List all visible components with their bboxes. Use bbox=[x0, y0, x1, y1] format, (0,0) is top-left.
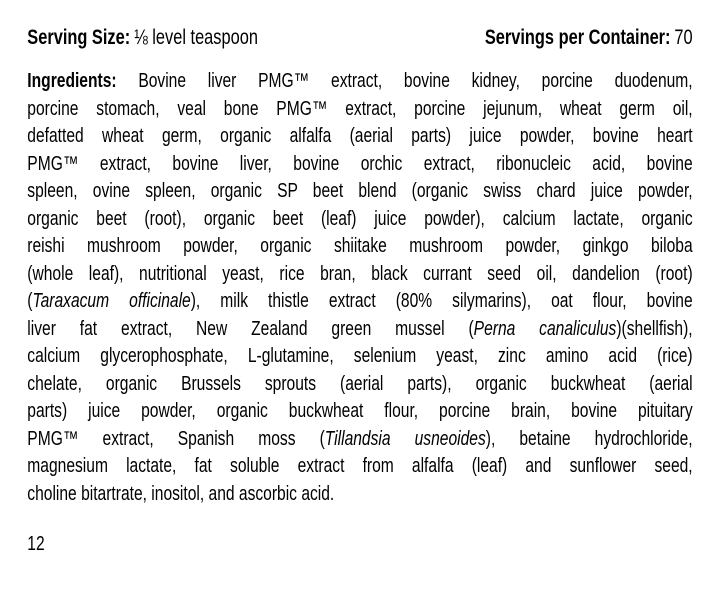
supplement-label bbox=[0, 27, 720, 556]
ingredients-line: (whole leaf), nutritional yeast, rice bran, black currant seed oil, dandelion (root) bbox=[27, 262, 693, 285]
servings-per-container-label: Servings per Container: bbox=[484, 26, 671, 49]
ingredients-line: Ingredients: Bovine liver PMG™ extract, bovine kidney, porcine duodenum, bbox=[27, 70, 693, 92]
ingredients-line: spleen, ovine spleen, organic SP beet blend (organic swiss chard juice powder, bbox=[27, 180, 693, 202]
serving-size-value: ⅛ level teaspoon bbox=[134, 26, 258, 49]
ingredients-line: magnesium lactate, fat soluble extract from alfalfa (leaf) and sunflower seed, bbox=[27, 455, 693, 477]
ingredients-line: (Taraxacum officinale), milk thistle extract (80% silymarins), oat flour, bovine bbox=[27, 290, 693, 312]
ingredients-line: choline bitartrate, inositol, and ascorbic acid. bbox=[27, 482, 335, 505]
ingredients-line: parts) juice powder, organic buckwheat flour, porcine brain, bovine pituitary bbox=[27, 400, 693, 422]
ingredients-line: porcine stomach, veal bone PMG™ extract, porcine jejunum, wheat germ oil, bbox=[27, 97, 693, 120]
serving-size-label: Serving Size: bbox=[27, 26, 131, 49]
ingredients-line: PMG™ extract, bovine liver, bovine orchic extract, ribonucleic acid, bovine bbox=[27, 152, 693, 175]
servings-per-container-value: 70 bbox=[674, 26, 693, 49]
ingredients-line: calcium glycerophosphate, L-glutamine, selenium yeast, zinc amino acid (rice) bbox=[27, 345, 693, 367]
ingredients-line: liver fat extract, New Zealand green mussel (Perna canaliculus)(shellfish), bbox=[27, 317, 693, 340]
ingredients-line: reishi mushroom powder, organic shiitake mushroom powder, ginkgo biloba bbox=[27, 235, 693, 257]
ingredients-line: PMG™ extract, Spanish moss (Tillandsia usneoides), betaine hydrochloride, bbox=[27, 427, 693, 450]
ingredients-line: defatted wheat germ, organic alfalfa (aerial parts) juice powder, bovine heart bbox=[27, 125, 693, 147]
page-number: 12 bbox=[27, 533, 45, 555]
ingredients-line: chelate, organic Brussels sprouts (aerial parts), organic buckwheat (aerial bbox=[27, 372, 693, 395]
ingredients-line: organic beet (root), organic beet (leaf) juice powder), calcium lactate, organic bbox=[27, 207, 693, 230]
serving-info-row bbox=[27, 27, 692, 49]
ingredients-paragraph bbox=[27, 68, 692, 508]
serving-size bbox=[27, 27, 258, 49]
servings-per-container bbox=[485, 27, 693, 49]
